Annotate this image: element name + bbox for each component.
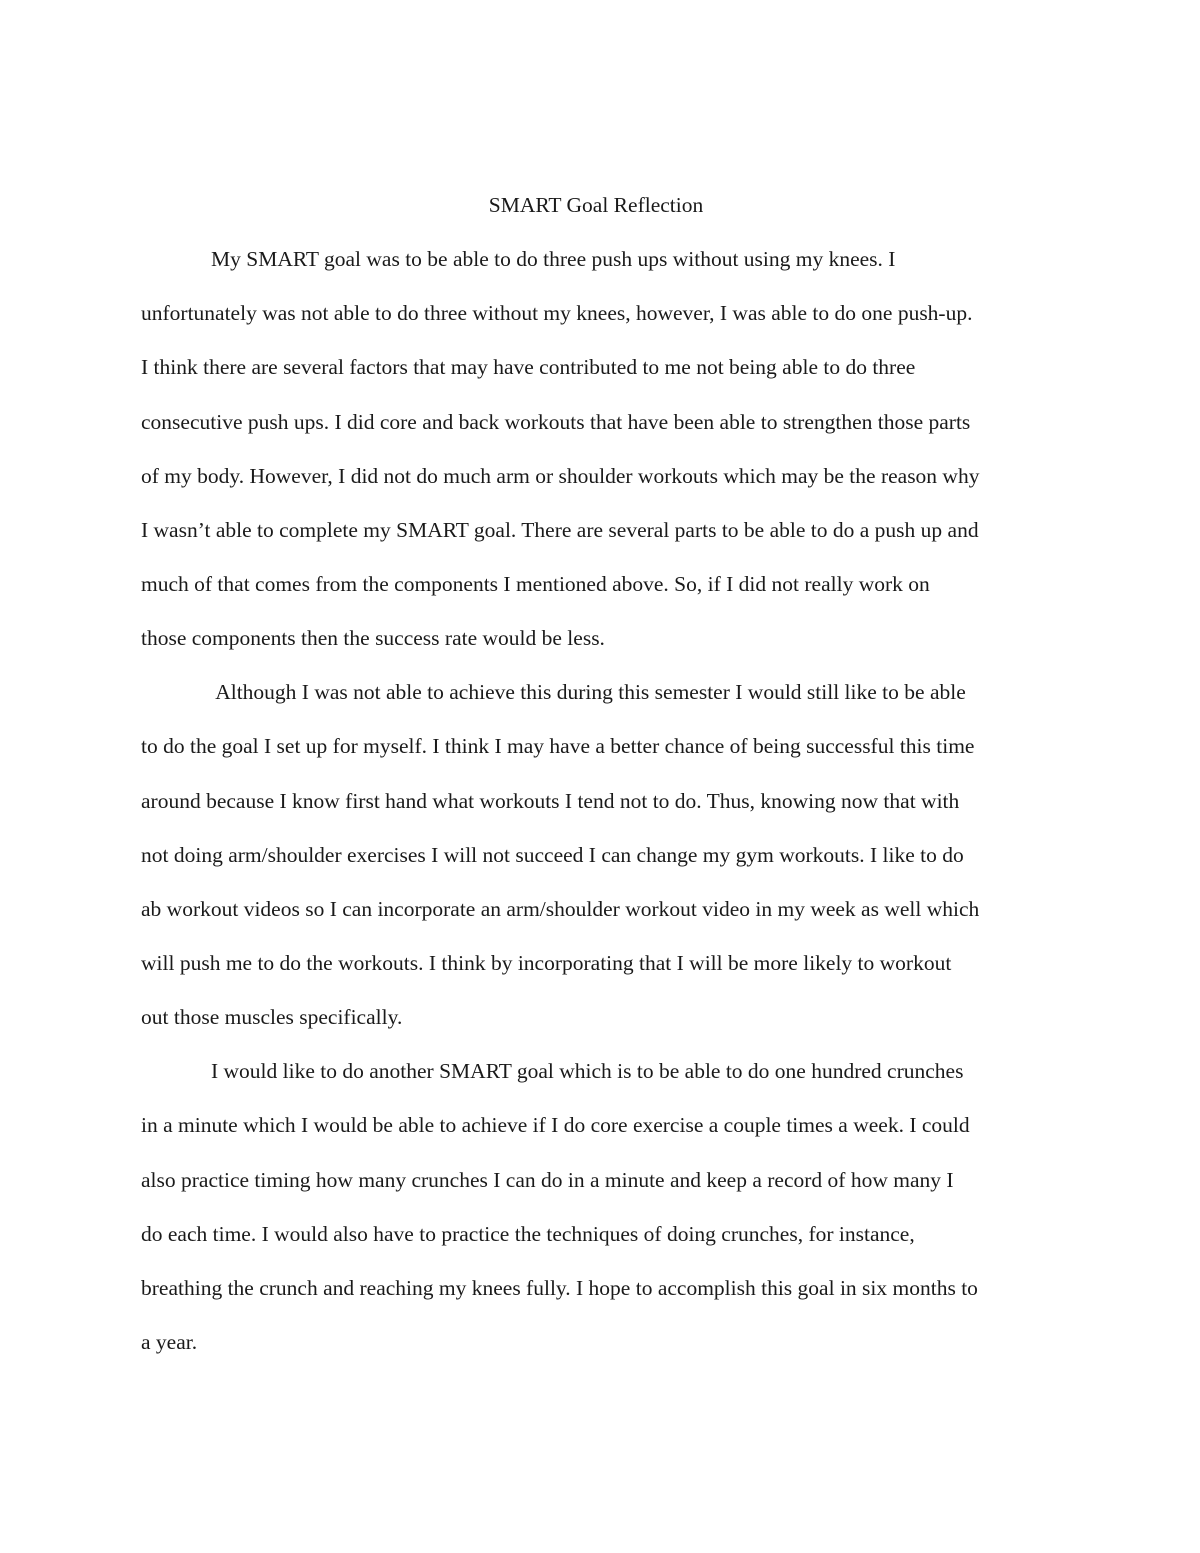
paragraph-line: much of that comes from the components I mentioned above. So, if I did not really work on xyxy=(141,571,930,596)
paragraph-line: ab workout videos so I can incorporate an arm/shoulder workout video in my week as well which xyxy=(141,896,980,921)
paragraph-line: in a minute which I would be able to achieve if I do core exercise a couple times a week. I could xyxy=(141,1113,970,1138)
document-title: SMART Goal Reflection xyxy=(488,193,704,217)
paragraph-line: to do the goal I set up for myself. I think I may have a better chance of being successful this time xyxy=(141,734,975,759)
paragraph xyxy=(141,665,1071,1044)
paragraph-line: consecutive push ups. I did core and back workouts that have been able to strengthen those parts xyxy=(141,409,971,434)
paragraph-line: of my body. However, I did not do much arm or shoulder workouts which may be the reason why xyxy=(141,463,980,488)
paragraph xyxy=(141,232,1071,665)
paragraph-line: Although I was not able to achieve this during this semester I would still like to be able xyxy=(211,680,966,705)
paragraph-line: unfortunately was not able to do three without my knees, however, I was able to do one push-up. xyxy=(141,301,973,326)
paragraph-line: around because I know first hand what workouts I tend not to do. Thus, knowing now that with xyxy=(141,788,960,813)
paragraph-line: a year. xyxy=(141,1329,198,1354)
paragraph-line: My SMART goal was to be able to do three push ups without using my knees. I xyxy=(211,247,896,272)
paragraph xyxy=(141,1044,1071,1369)
paragraph-line: I would like to do another SMART goal which is to be able to do one hundred crunches xyxy=(211,1059,964,1084)
paragraph-line: I wasn’t able to complete my SMART goal. There are several parts to be able to do a push up and xyxy=(141,517,979,542)
paragraph-line: I think there are several factors that may have contributed to me not being able to do three xyxy=(141,355,916,380)
paragraph-line: breathing the crunch and reaching my knees fully. I hope to accomplish this goal in six months to xyxy=(141,1275,978,1300)
paragraph-line: do each time. I would also have to practice the techniques of doing crunches, for instance, xyxy=(141,1221,915,1246)
paragraph-line: out those muscles specifically. xyxy=(141,1005,403,1030)
paragraph-line: those components then the success rate would be less. xyxy=(141,626,605,651)
paragraphs xyxy=(141,232,1071,1369)
paragraph-line: will push me to do the workouts. I think by incorporating that I will be more likely to workout xyxy=(141,950,952,975)
paragraph-line: also practice timing how many crunches I can do in a minute and keep a record of how many I xyxy=(141,1167,954,1192)
paragraph-line: not doing arm/shoulder exercises I will not succeed I can change my gym workouts. I like to do xyxy=(141,842,964,867)
document-body xyxy=(141,178,1071,1369)
